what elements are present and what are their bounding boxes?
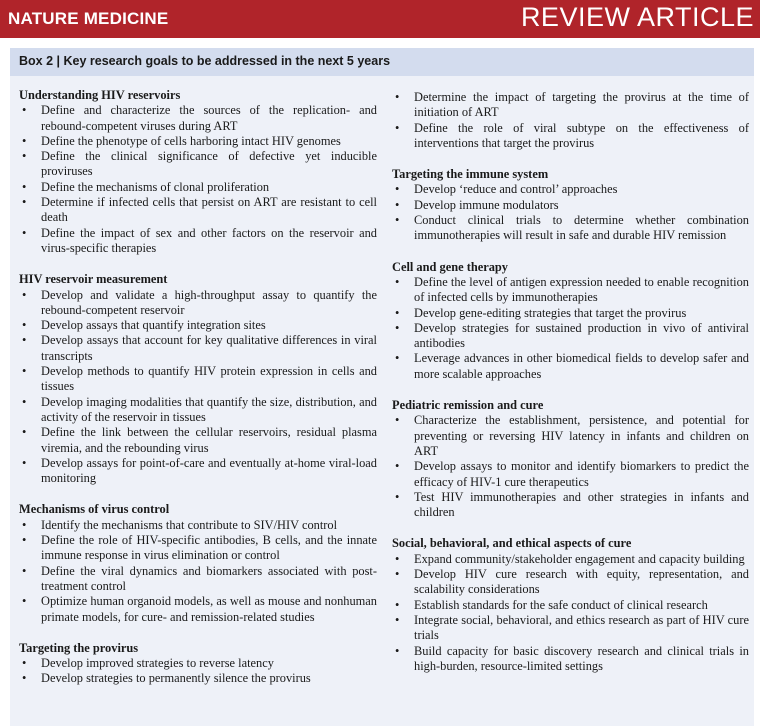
section-title: Cell and gene therapy [392,259,508,274]
section-title: Pediatric remission and cure [392,398,544,413]
list-item: • Integrate social, behavioral, and ethics research as part of HIV cure trials [392,613,749,644]
right-column [392,90,749,674]
section-title: HIV reservoir measurement [19,272,168,287]
list-item: • Develop assays for point-of-care and eventually at-home viral-load monitoring [19,456,377,487]
list-item: • Develop strategies for sustained production in vivo of antiviral antibodies [392,321,749,352]
list-item: • Develop improved strategies to reverse latency [19,656,377,671]
section-targeting-provirus [19,641,377,687]
list-item: • Develop and validate a high-throughput assay to quantify the rebound-competent reservoir [19,288,377,319]
bullet-list [19,288,377,487]
bullet-list [392,413,749,520]
bullet-list [392,275,749,382]
bullet-list [392,182,749,243]
list-item: • Determine if infected cells that persist on ART are resistant to cell death [19,195,377,226]
list-item: • Define and characterize the sources of the replication- and rebound-competent viruses during ART [19,103,377,134]
bullet-list [19,656,377,687]
section-virus-control [19,502,377,624]
list-item: • Develop assays that quantify integration sites [19,318,377,333]
list-item: • Characterize the establishment, persistence, and potential for preventing or reversing HIV latency in infants and children on ART [392,413,749,459]
section-immune-system [392,167,749,243]
section-targeting-provirus-continued [392,90,749,151]
list-item: • Leverage advances in other biomedical fields to develop safer and more scalable approaches [392,351,749,382]
list-item: • Define the link between the cellular reservoirs, residual plasma viremia, and the rebounding virus [19,425,377,456]
section-title: Mechanisms of virus control [19,502,170,517]
list-item: • Define the impact of sex and other factors on the reservoir and virus-specific therapies [19,226,377,257]
list-item: • Determine the impact of targeting the provirus at the time of initiation of ART [392,90,749,121]
list-item: • Optimize human organoid models, as well as mouse and nonhuman primate models, for cure- and remission-related studies [19,594,377,625]
list-item: • Define the role of viral subtype on the effectiveness of interventions that target the provirus [392,121,749,152]
list-item: • Define the level of antigen expression needed to enable recognition of infected cells by immunotherapies [392,275,749,306]
section-reservoir-measurement [19,272,377,486]
list-item: • Identify the mechanisms that contribute to SIV/HIV control [19,518,377,533]
list-item: • Develop methods to quantify HIV protein expression in cells and tissues [19,364,377,395]
section-title: Targeting the immune system [392,167,549,182]
section-social-ethical [392,536,749,674]
left-column [19,88,377,687]
list-item: • Define the mechanisms of clonal proliferation [19,180,377,195]
list-item: • Define the clinical significance of defective yet inducible proviruses [19,149,377,180]
bullet-list [19,103,377,256]
list-item: • Define the viral dynamics and biomarkers associated with post-treatment control [19,564,377,595]
list-item: • Expand community/stakeholder engagement and capacity building [392,552,749,567]
list-item: • Conduct clinical trials to determine whether combination immunotherapies will result in safe and durable HIV remission [392,213,749,244]
list-item: • Build capacity for basic discovery research and clinical trials in high-burden, resource-limited settings [392,644,749,675]
list-item: • Test HIV immunotherapies and other strategies in infants and children [392,490,749,521]
list-item: • Develop strategies to permanently silence the provirus [19,671,377,686]
journal-header-bar [0,0,760,38]
list-item: • Develop imaging modalities that quantify the size, distribution, and activity of the reservoir in tissues [19,395,377,426]
list-item: • Develop ‘reduce and control’ approaches [392,182,749,197]
list-item: • Develop assays that account for key qualitative differences in viral transcripts [19,333,377,364]
bullet-list [392,552,749,674]
section-cell-gene-therapy [392,260,749,382]
list-item: • Define the role of HIV-specific antibodies, B cells, and the innate immune response in virus elimination or control [19,533,377,564]
journal-name: NATURE MEDICINE [8,9,169,28]
bullet-list [392,90,749,151]
section-title: Targeting the provirus [19,640,139,655]
section-pediatric [392,398,749,520]
list-item: • Develop HIV cure research with equity, representation, and scalability considerations [392,567,749,598]
section-understanding-reservoirs [19,88,377,256]
list-item: • Develop immune modulators [392,198,749,213]
list-item: • Define the phenotype of cells harboring intact HIV genomes [19,134,377,149]
section-title: Social, behavioral, and ethical aspects of cure [392,536,632,551]
list-item: • Develop assays to monitor and identify biomarkers to predict the efficacy of HIV-1 cure therapeutics [392,459,749,490]
bullet-list [19,518,377,625]
section-title: Understanding HIV reservoirs [19,88,181,102]
list-item: • Develop gene-editing strategies that target the provirus [392,306,749,321]
list-item: • Establish standards for the safe conduct of clinical research [392,598,749,613]
box-title: Box 2 | Key research goals to be addressed in the next 5 years [19,54,391,68]
article-type-label: REVIEW ARTICLE [520,2,754,32]
